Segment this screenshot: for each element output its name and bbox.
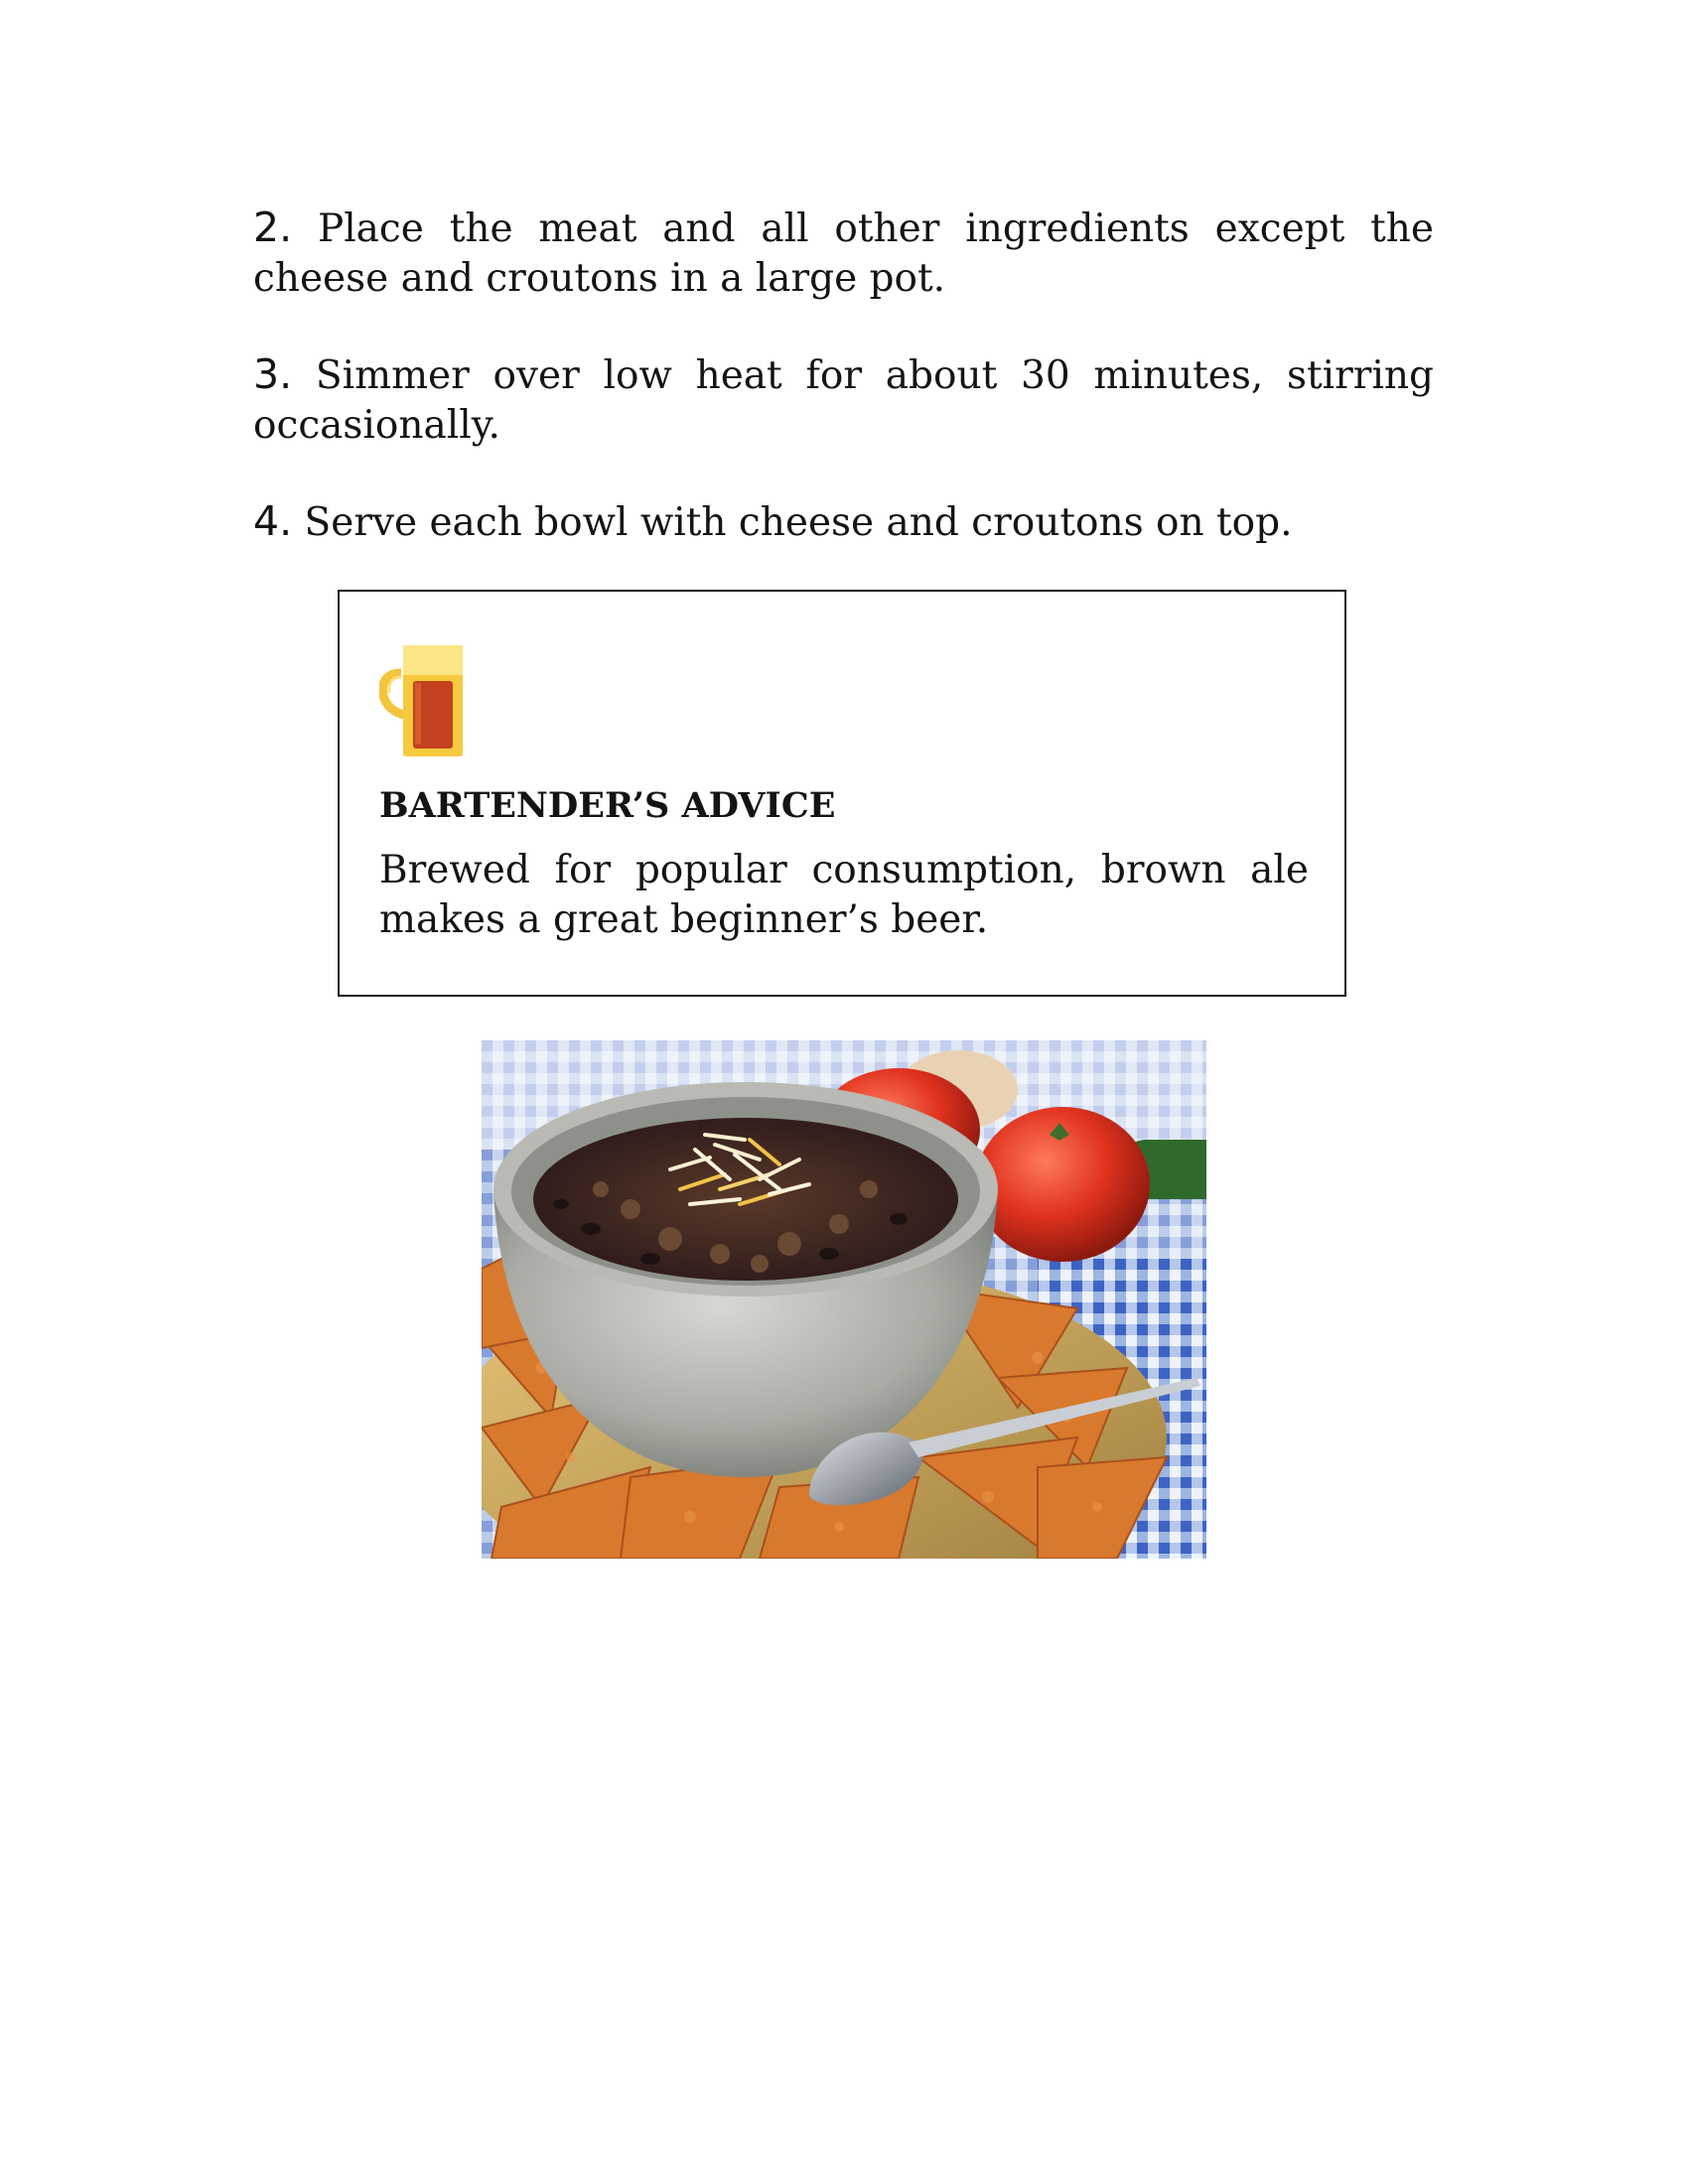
step-number: 4. <box>253 497 293 545</box>
beer-mug-icon <box>379 643 469 758</box>
step-number: 3. <box>253 350 293 398</box>
step-2 <box>253 203 1434 304</box>
step-4 <box>253 496 1434 548</box>
step-text: Serve each bowl with cheese and croutons on top. <box>304 500 1293 545</box>
advice-body: Brewed for popular consumption, brown ale makes a great beginner’s beer. <box>379 848 1309 942</box>
bartenders-advice-box <box>338 590 1346 997</box>
advice-title: BARTENDER’S ADVICE <box>379 785 836 826</box>
step-3 <box>253 349 1434 451</box>
step-number: 2. <box>253 204 293 251</box>
step-text: Place the meat and all other ingredients except the cheese and croutons in a large pot. <box>253 206 1434 301</box>
step-text: Simmer over low heat for about 30 minutes, stirring occasionally. <box>253 353 1434 448</box>
chili-bowl-photo <box>482 1040 1206 1559</box>
